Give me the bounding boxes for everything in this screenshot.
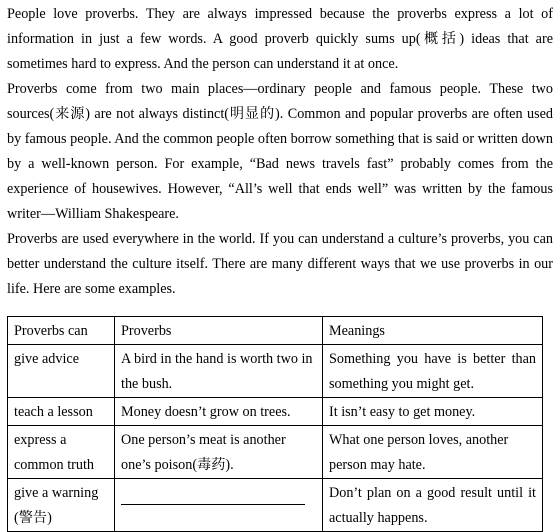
paragraph-2: Proverbs come from two main places—ordinary people and famous people. These two sources(来源) are not always distinct(明显的). Common and popular proverbs are often used by famous people. And the common people often borrow something that is said or written down by a well-known person. For example, “Bad news travels fast” probably comes from the experience of housewives. However, “All’s well that ends well” was written by the famous writer—William Shakespeare.	[7, 81, 553, 222]
table-cell: Money doesn’t grow on trees.	[115, 398, 323, 426]
table-cell: Something you have is better than something you might get.	[323, 345, 543, 398]
paragraph-1: People love proverbs. They are always impressed because the proverbs express a lot of information in just a few words. A good proverb quickly sums up(概括) ideas that are sometimes hard to express. And the person can understand it at once.	[7, 6, 553, 72]
table-cell: A bird in the hand is worth two in the bush.	[115, 345, 323, 398]
table-row	[8, 426, 543, 479]
table-cell: express a common truth	[8, 426, 115, 479]
table-row	[8, 345, 543, 398]
header-proverbs-can: Proverbs can	[8, 317, 115, 345]
table-cell: One person’s meat is another one’s poison(毒药).	[115, 426, 323, 479]
table-cell: give advice	[8, 345, 115, 398]
table-row	[8, 479, 543, 532]
table-cell: What one person loves, another person may hate.	[323, 426, 543, 479]
table-header-row	[8, 317, 543, 345]
header-proverbs: Proverbs	[115, 317, 323, 345]
answer-blank-line	[121, 492, 305, 505]
reading-passage	[7, 2, 553, 302]
table-cell: teach a lesson	[8, 398, 115, 426]
table-cell: give a warning (警告)	[8, 479, 115, 532]
proverbs-table	[7, 316, 543, 532]
paragraph-3: Proverbs are used everywhere in the world. If you can understand a culture’s proverbs, you can better understand the culture itself. There are many different ways that we use proverbs in our life. Here are some examples.	[7, 231, 553, 297]
table-row	[8, 398, 543, 426]
header-meanings: Meanings	[323, 317, 543, 345]
table-cell: Don’t plan on a good result until it actually happens.	[323, 479, 543, 532]
answer-blank-cell	[115, 479, 323, 532]
table-cell: It isn’t easy to get money.	[323, 398, 543, 426]
